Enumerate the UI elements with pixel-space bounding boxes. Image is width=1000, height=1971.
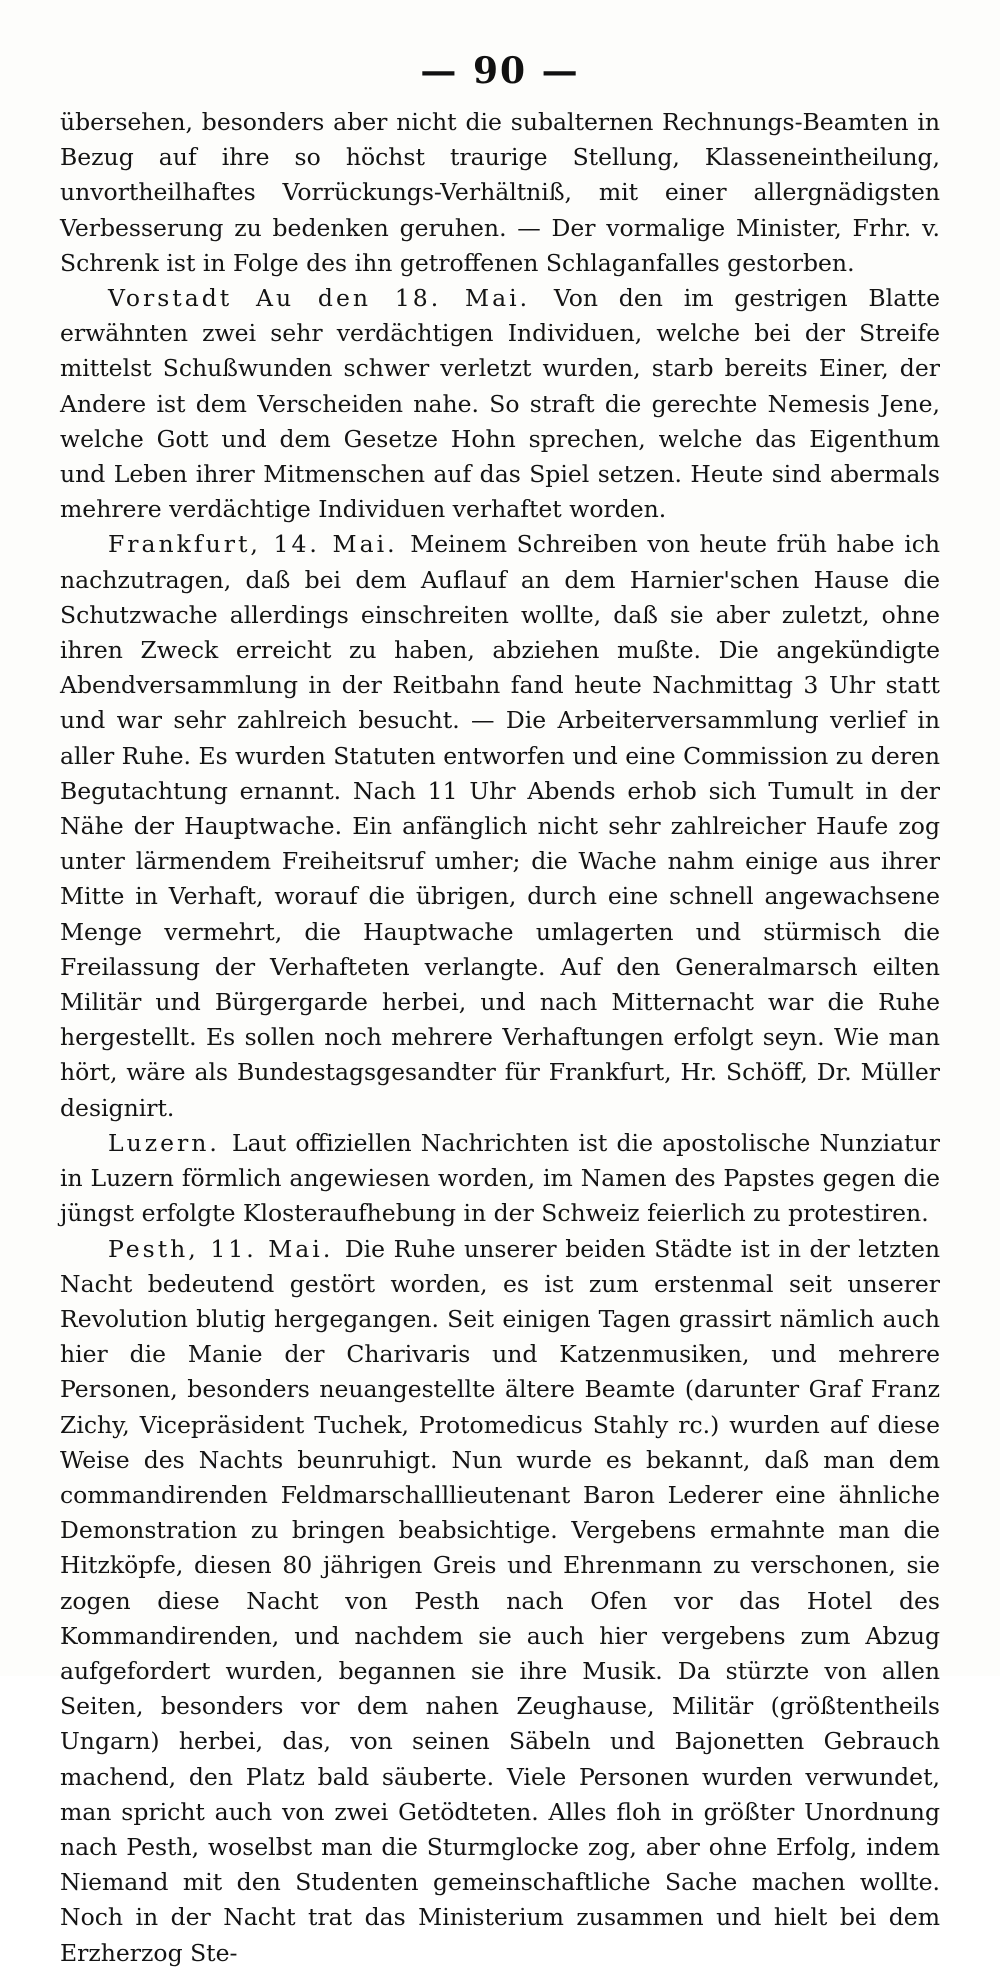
- paragraph-vorstadt-au: [60, 281, 940, 527]
- dateline: Pesth, 11. Mai.: [108, 1234, 345, 1263]
- paragraph-frankfurt: [60, 527, 940, 1125]
- paragraph-pesth: [60, 1232, 940, 1971]
- paragraph-text: Meinem Schreiben von heute früh habe ich nachzutragen, daß bei dem Auflauf an dem Harnier'schen Hause die Schutzwache allerdings einschreiten wollte, daß sie aber zuletzt, ohne ihren Zweck erreicht zu haben, abziehen mußte. Die angekündigte Abendversammlung in der Reitbahn fand heute Nachmittag 3 Uhr statt und war sehr zahlreich besucht. — Die Arbeiterversammlung verlief in aller Ruhe. Es wurden Statuten entworfen und eine Commission zu deren Begutachtung ernannt. Nach 11 Uhr Abends erhob sich Tumult in der Nähe der Hauptwache. Ein anfänglich nicht sehr zahlreicher Haufe zog unter lärmendem Freiheitsruf umher; die Wache nahm einige aus ihrer Mitte in Verhaft, worauf die übrigen, durch eine schnell angewachsene Menge vermehrt, die Hauptwache umlagerten und stürmisch die Freilassung der Verhafteten verlangte. Auf den Generalmarsch eilten Militär und Bürgergarde herbei, und nach Mitternacht war die Ruhe hergestellt. Es sollen noch mehrere Verhaftungen erfolgt seyn. Wie man hört, wäre als Bundestagsgesandter für Frankfurt, Hr. Schöff, Dr. Müller designirt.: [60, 530, 941, 1122]
- dateline: Frankfurt, 14. Mai.: [108, 530, 411, 559]
- dateline: Vorstadt Au den 18. Mai.: [108, 284, 554, 313]
- page-number: — 90 —: [420, 50, 580, 92]
- paragraph-text: Die Ruhe unserer beiden Städte ist in der letzten Nacht bedeutend gestört worden, es ist zum erstenmal seit unserer Revolution blutig hergegangen. Seit einigen Tagen grassirt nämlich auch hier die Manie der Charivaris und Katzenmusiken, und mehrere Personen, besonders neuangestellte ältere Beamte (darunter Graf Franz Zichy, Vicepräsident Tuchek, Protomedicus Stahly rc.) wurden auf diese Weise des Nachts beunruhigt. Nun wurde es bekannt, daß man dem commandirenden Feldmarschalllieutenant Baron Lederer eine ähnliche Demonstration zu bringen beabsichtige. Vergebens ermahnte man die Hitzköpfe, diesen 80 jährigen Greis und Ehrenmann zu verschonen, sie zogen diese Nacht von Pesth nach Ofen vor das Hotel des Kommandirenden, und nachdem sie auch hier vergebens zum Abzug aufgefordert wurden, begannen sie ihre Musik. Da stürzte von allen Seiten, besonders vor dem nahen Zeughause, Militär (größtentheils Ungarn) herbei, das, von seinen Säbeln und Bajonetten Gebrauch machend, den Platz bald säuberte. Viele Personen wurden verwundet, man spricht auch von zwei Getödteten. Alles floh in größter Unordnung nach Pesth, woselbst man die Sturmglocke zog, aber ohne Erfolg, indem Niemand mit den Studenten gemeinschaftliche Sache machen wollte. Noch in der Nacht trat das Ministerium zusammen und hielt bei dem Erzherzog Ste-: [60, 1234, 940, 1967]
- paragraph-text: übersehen, besonders aber nicht die subalternen Rechnungs-Beamten in Bezug auf ihre so höchst traurige Stellung, Klasseneintheilung, unvortheilhaftes Vorrückungs-Verhältniß, mit einer allergnädigsten Verbesserung zu bedenken geruhen. — Der vormalige Minister, Frhr. v. Schrenk ist in Folge des ihn getroffenen Schlaganfalles gestorben.: [60, 108, 940, 277]
- paragraph-continuation: [60, 105, 940, 281]
- article-text: [60, 105, 941, 1967]
- paragraph-text: Von den im gestrigen Blatte erwähnten zwei sehr verdächtigen Individuen, welche bei der Streife mittelst Schußwunden schwer verletzt wurden, starb bereits Einer, der Andere ist dem Verscheiden nahe. So straft die gerechte Nemesis Jene, welche Gott und dem Gesetze Hohn sprechen, welche das Eigenthum und Leben ihrer Mitmenschen auf das Spiel setzen. Heute sind abermals mehrere verdächtige Individuen verhaftet worden.: [60, 284, 940, 524]
- paragraph-text: Laut offiziellen Nachrichten ist die apostolische Nunziatur in Luzern förmlich angewiesen worden, im Namen des Papstes gegen die jüngst erfolgte Klosteraufhebung in der Schweiz feierlich zu protestiren.: [60, 1128, 940, 1228]
- paragraph-luzern: [60, 1126, 940, 1232]
- dateline: Luzern.: [108, 1128, 233, 1157]
